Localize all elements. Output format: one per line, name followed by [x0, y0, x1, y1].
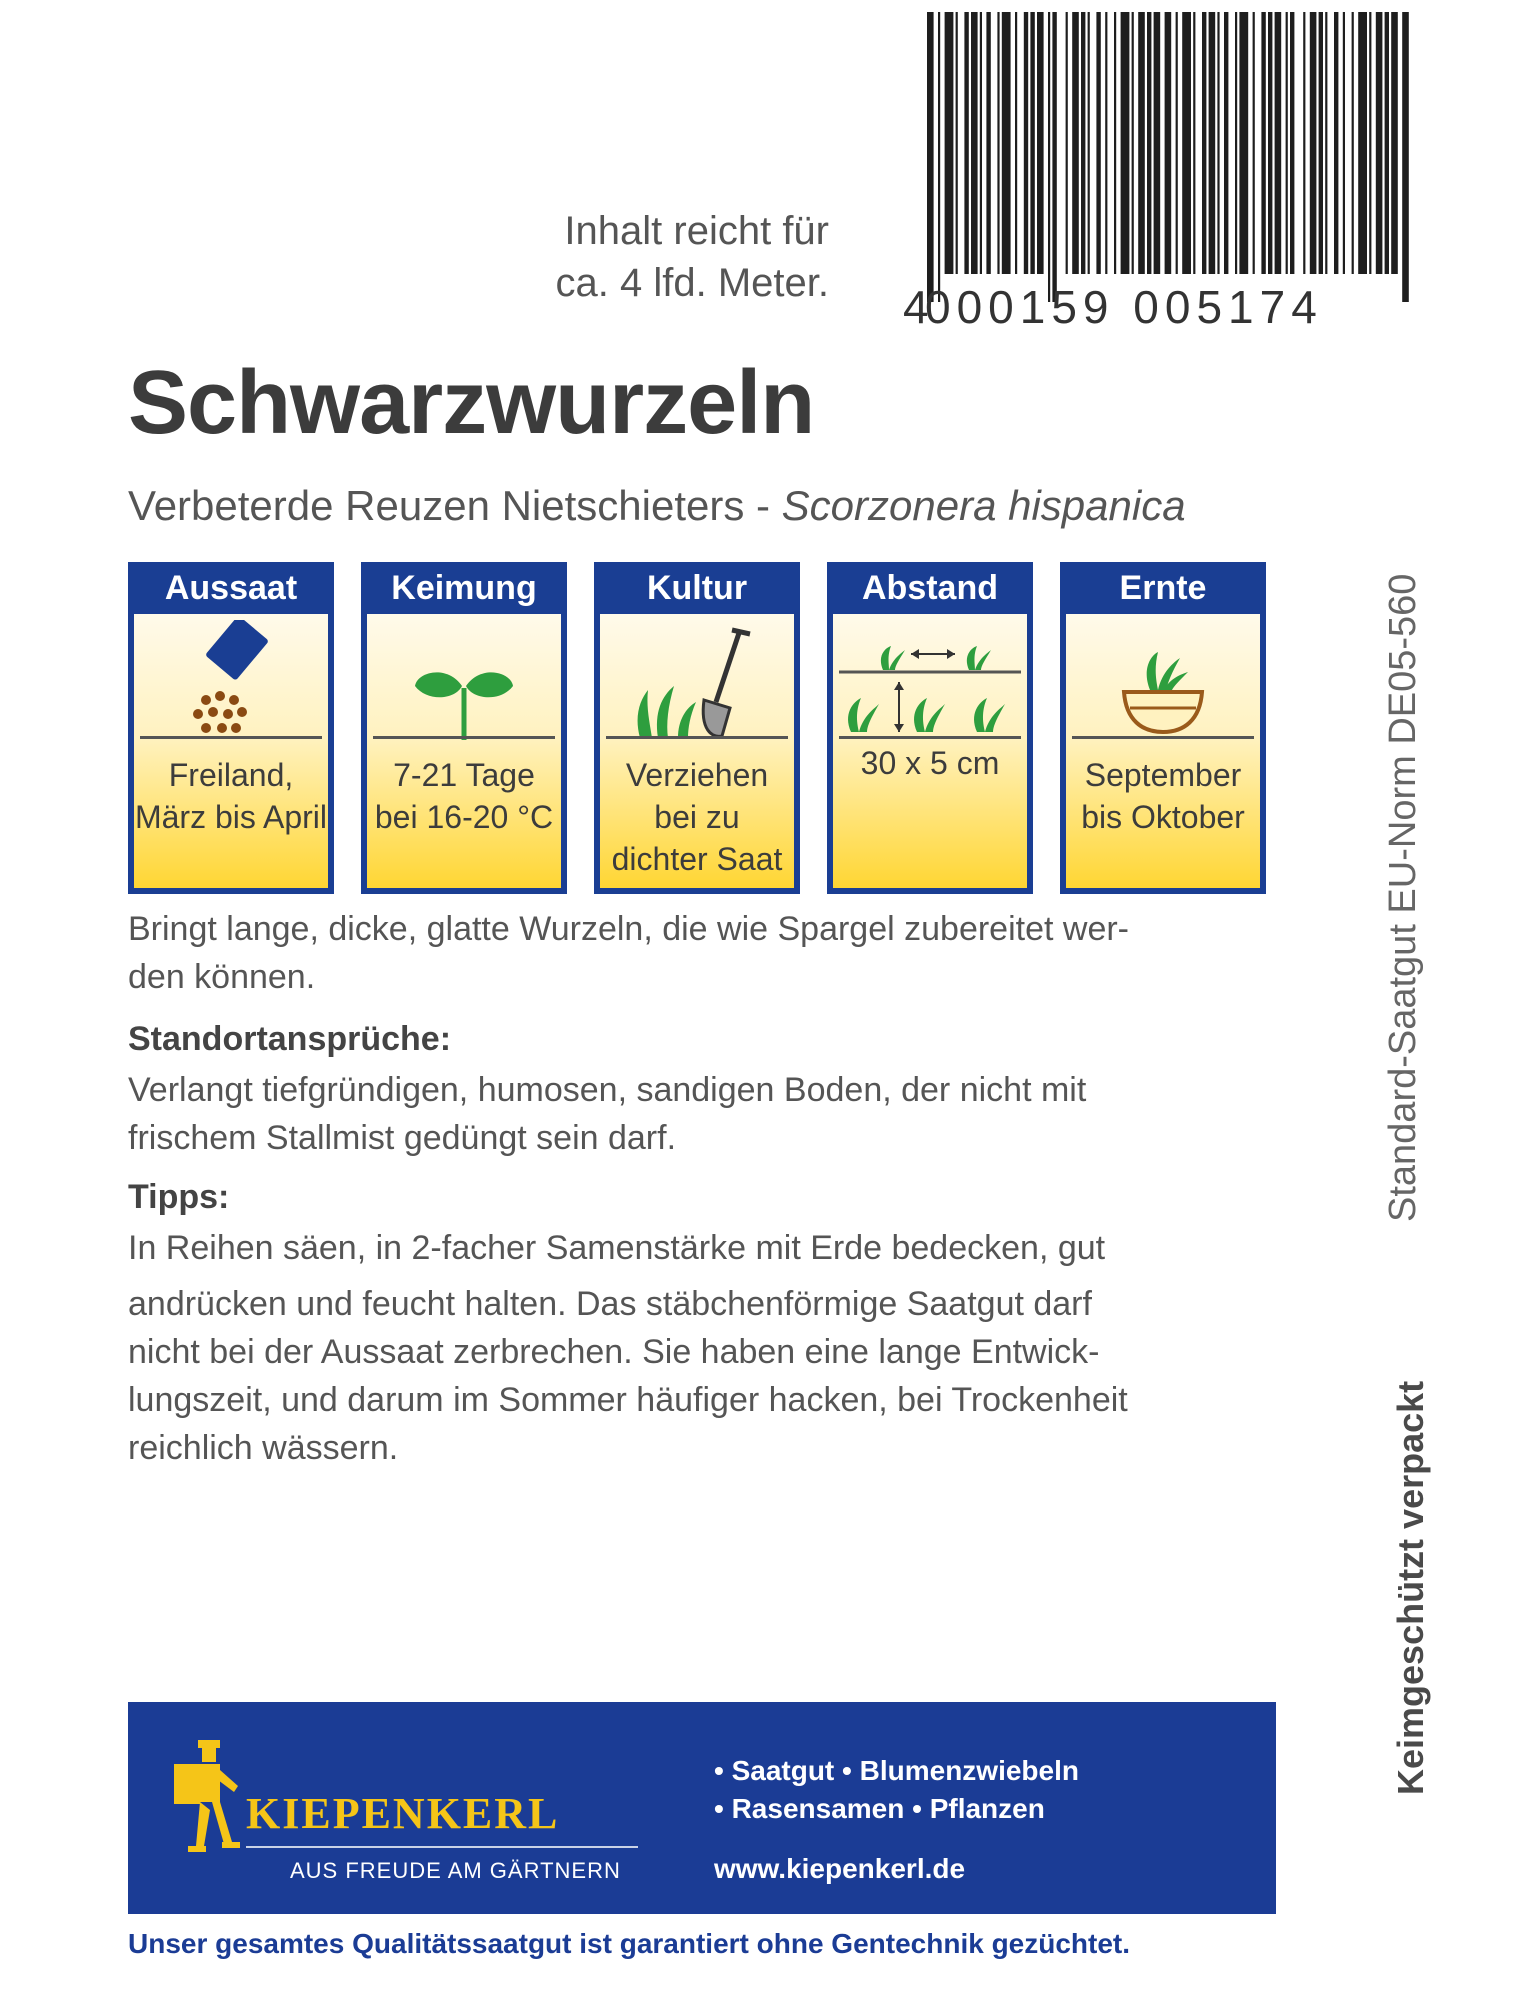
- barcode-bar: [1286, 12, 1288, 274]
- ground-line: [373, 736, 555, 739]
- barcode-bar: [1081, 12, 1085, 274]
- barcode-bar: [1402, 12, 1409, 302]
- barcode-bar: [1105, 12, 1107, 274]
- barcode-bar: [986, 12, 990, 274]
- barcode-bar: [1030, 12, 1034, 274]
- panel-text-line: Freiland,: [168, 757, 294, 793]
- barcode-bar: [938, 12, 940, 302]
- barcode-bar: [1275, 12, 1282, 274]
- barcode-bar: [1088, 12, 1090, 274]
- brand-slogan: AUS FREUDE AM GÄRTNERN: [290, 1858, 621, 1883]
- barcode-bar: [1193, 12, 1195, 274]
- location-line: frischem Stallmist gedüngt sein darf.: [128, 1119, 677, 1157]
- barcode-bar: [927, 12, 934, 302]
- barcode-bar: [1217, 12, 1219, 274]
- ground-line: [606, 736, 788, 739]
- barcode-bar: [1066, 12, 1068, 274]
- barcode-bar: [1096, 12, 1100, 274]
- panel-text-line: 30 x 5 cm: [860, 745, 1000, 781]
- barcode-bar: [1048, 12, 1050, 302]
- barcode-bar: [1052, 12, 1056, 302]
- panel-text-line: bis Oktober: [1081, 799, 1245, 835]
- barcode-bar: [1147, 12, 1151, 274]
- panel-text: [833, 742, 1027, 784]
- packed-note: Keimgeschützt verpackt: [1390, 1380, 1431, 1795]
- barcode-bar: [1290, 12, 1294, 274]
- barcode-bar: [1369, 12, 1371, 274]
- panel-body: [128, 614, 334, 894]
- barcode-bar: [1209, 12, 1216, 274]
- barcode-bar: [1224, 12, 1228, 274]
- subtitle-common: Verbeterde Reuzen Nietschieters -: [128, 482, 782, 529]
- barcode-digits: 000159 005174: [925, 281, 1323, 333]
- location-text: [128, 1066, 1278, 1162]
- barcode-bar: [997, 12, 999, 274]
- barcode-bar: [980, 12, 982, 274]
- panel-abstand: [827, 562, 1033, 894]
- panel-text-line: bei zu: [654, 799, 740, 835]
- panel-body: [594, 614, 800, 894]
- panel-header: Aussaat: [128, 562, 334, 614]
- barcode-bar: [1037, 12, 1044, 274]
- seedling-icon: [367, 620, 561, 740]
- description-line: Bringt lange, dicke, glatte Wurzeln, die wie Spargel zubereitet wer-: [128, 910, 1129, 948]
- spacing-plants-icon: [833, 620, 1027, 740]
- spade-plant-icon: [600, 620, 794, 740]
- sowing-panels: [128, 562, 1278, 894]
- barcode-bar: [964, 12, 968, 274]
- product-title: Schwarzwurzeln: [128, 353, 815, 453]
- panel-kultur: [594, 562, 800, 894]
- barcode-bar: [1319, 12, 1323, 274]
- tips-line: nicht bei der Aussaat zerbrechen. Sie haben eine lange Entwick-: [128, 1333, 1100, 1371]
- panel-text: [367, 754, 561, 838]
- panel-text-line: Verziehen: [625, 757, 769, 793]
- panel-text-line: dichter Saat: [611, 841, 783, 877]
- harvest-bowl-icon: [1066, 620, 1260, 740]
- panel-body: [361, 614, 567, 894]
- barcode-bar: [1343, 12, 1345, 274]
- content-note-line-2: ca. 4 lfd. Meter.: [555, 261, 829, 305]
- barcode-bar: [1310, 12, 1317, 274]
- barcode-bar: [1253, 12, 1255, 274]
- barcode-bar: [1385, 12, 1389, 274]
- barcode-bar: [1239, 12, 1248, 274]
- barcode-bar: [1202, 12, 1206, 274]
- barcode-bar: [945, 12, 954, 274]
- barcode-bar: [1154, 12, 1161, 274]
- barcode: [903, 12, 1415, 333]
- range-line: • Saatgut • Blumenzwiebeln: [714, 1755, 1079, 1786]
- barcode-bar: [1352, 12, 1354, 274]
- website-link[interactable]: www.kiepenkerl.de: [714, 1853, 966, 1884]
- product-range: [714, 1752, 1079, 1888]
- barcode-bar: [1182, 12, 1191, 274]
- barcode-bar: [1358, 12, 1367, 274]
- ground-line: [839, 736, 1021, 739]
- location-heading: Standortansprüche:: [128, 1020, 452, 1058]
- barcode-bar: [956, 12, 958, 274]
- tips-line: lungszeit, und darum im Sommer häufiger hacken, bei Trockenheit: [128, 1381, 1128, 1419]
- tips-text: [128, 1224, 1278, 1472]
- location-line: Verlangt tiefgründigen, humosen, sandigen Boden, der nicht mit: [128, 1071, 1087, 1109]
- panel-text-line: 7-21 Tage: [393, 757, 535, 793]
- tips-line: andrücken und feucht halten. Das stäbchenförmige Saatgut darf: [128, 1285, 1092, 1323]
- panel-keimung: [361, 562, 567, 894]
- barcode-bar: [1261, 12, 1265, 274]
- barcode-bar: [971, 12, 978, 274]
- panel-text-line: März bis April: [134, 799, 328, 835]
- barcode-bar: [1114, 12, 1116, 274]
- barcode-bar: [1165, 12, 1172, 274]
- panel-header: Kultur: [594, 562, 800, 614]
- panel-text: [600, 754, 794, 880]
- barcode-bar: [1002, 12, 1011, 274]
- panel-text-line: bei 16-20 °C: [374, 799, 554, 835]
- content-note-line-1: Inhalt reicht für: [564, 209, 829, 253]
- barcode-bar: [1235, 12, 1237, 274]
- ground-line: [140, 736, 322, 739]
- barcode-bar: [1121, 12, 1130, 274]
- panel-ernte: [1060, 562, 1266, 894]
- barcode-bar: [1391, 12, 1398, 274]
- barcode-bar: [1132, 12, 1134, 274]
- barcode-bar: [1176, 12, 1178, 274]
- barcode-bar: [1303, 12, 1305, 274]
- ground-line: [1072, 736, 1254, 739]
- eu-norm-text: Standard-Saatgut EU-Norm DE05-560: [1382, 573, 1424, 1222]
- logo-divider: [246, 1846, 638, 1848]
- barcode-bar: [1072, 12, 1079, 274]
- barcode-bar: [1376, 12, 1383, 274]
- barcode-bar: [1325, 12, 1327, 274]
- barcode-bar: [1268, 12, 1272, 274]
- kiepenkerl-logo: [168, 1738, 708, 1888]
- panel-header: Abstand: [827, 562, 1033, 614]
- product-description: [128, 905, 1278, 1001]
- gmo-free-note: Unser gesamtes Qualitätssaatgut ist garantiert ohne Gentechnik gezüchtet.: [128, 1928, 1131, 1959]
- brand-name: KIEPENKERL: [246, 1789, 560, 1838]
- barcode-bar: [1138, 12, 1145, 274]
- panel-text: [134, 754, 328, 838]
- brand-banner: [128, 1702, 1276, 1914]
- panel-header: Keimung: [361, 562, 567, 614]
- description-line: den können.: [128, 958, 316, 996]
- tips-line: In Reihen säen, in 2-facher Samenstärke mit Erde bedecken, gut: [128, 1229, 1106, 1267]
- panel-text: [1066, 754, 1260, 838]
- range-line: • Rasensamen • Pflanzen: [714, 1793, 1045, 1824]
- barcode-bar: [1024, 12, 1028, 274]
- content-note: [556, 205, 829, 309]
- barcode-bars: [925, 12, 1415, 302]
- barcode-bar: [1334, 12, 1338, 274]
- tips-line: reichlich wässern.: [128, 1429, 399, 1467]
- barcode-first-digit: 4: [903, 281, 929, 333]
- kiepenkerl-man-icon: [168, 1738, 248, 1858]
- barcode-bar: [1015, 12, 1017, 274]
- product-subtitle: [128, 482, 1186, 530]
- panel-aussaat: [128, 562, 334, 894]
- panel-text-line: September: [1084, 757, 1242, 793]
- subtitle-latin: Scorzonera hispanica: [781, 482, 1186, 529]
- panel-body: [827, 614, 1033, 894]
- panel-header: Ernte: [1060, 562, 1266, 614]
- tips-heading: Tipps:: [128, 1178, 230, 1216]
- panel-body: [1060, 614, 1266, 894]
- seed-packet-icon: [134, 620, 328, 740]
